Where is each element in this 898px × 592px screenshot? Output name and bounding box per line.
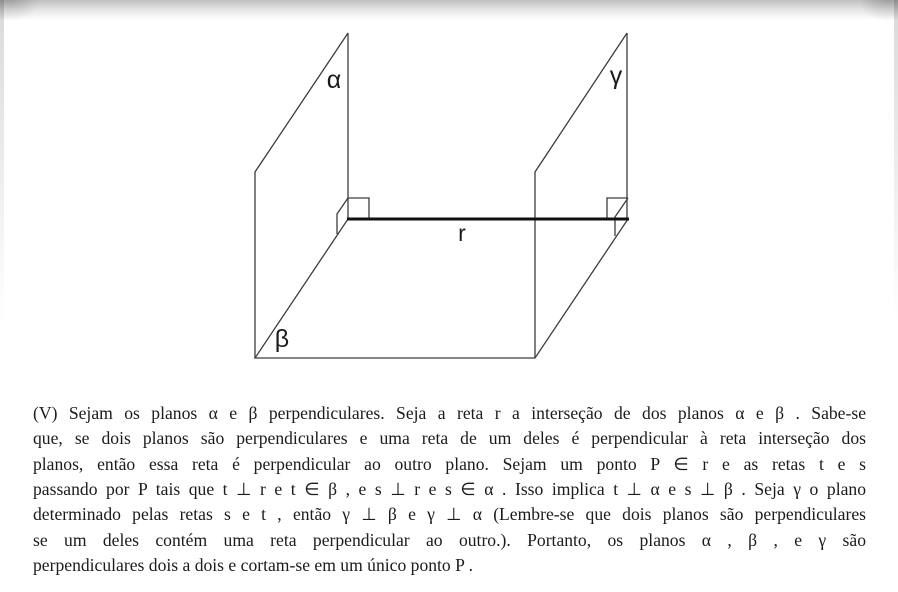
right-angle-mark-right-side bbox=[615, 198, 628, 236]
paragraph-line: planos, então essa reta é perpendicular ao outro plano. Sejam um ponto P ∈ r e as retas t e s bbox=[33, 453, 866, 474]
paragraph-line: se um deles contém uma reta perpendicular ao outro.). Portanto, os planos α , β , e γ são bbox=[33, 529, 866, 550]
right-angle-mark-left-front bbox=[348, 198, 369, 219]
paragraph-line: passando por P tais que t ⊥ r e t ∈ β , e s ⊥ r e s ∈ α . Isso implica t ⊥ α e s ⊥ β . Seja γ o plano bbox=[33, 479, 866, 500]
right-angle-mark-left-side bbox=[337, 198, 348, 234]
paragraph-line: determinado pelas retas s e t , então γ ⊥ β e γ ⊥ α (Lembre-se que dois planos são perpendiculares bbox=[33, 504, 866, 525]
label-beta: β bbox=[274, 325, 290, 353]
right-angle-marks bbox=[337, 198, 628, 236]
statement-paragraph bbox=[33, 401, 866, 578]
label-r: r bbox=[458, 220, 466, 246]
plane-beta-edges bbox=[255, 219, 628, 358]
label-gamma: γ bbox=[609, 62, 623, 90]
paragraph-line: que, se dois planos são perpendiculares e uma reta de um deles é perpendicular à reta interseção dos bbox=[33, 428, 866, 449]
paragraph-line-last: perpendiculares dois a dois e cortam-se em um único ponto P . bbox=[33, 555, 474, 576]
right-angle-mark-right-front bbox=[607, 198, 628, 219]
paragraph-line: (V) Sejam os planos α e β perpendiculares. Seja a reta r a interseção de dos planos α e β . Sabe-se bbox=[33, 403, 866, 423]
plane-beta-outline bbox=[255, 219, 628, 358]
label-alpha: α bbox=[326, 66, 342, 94]
